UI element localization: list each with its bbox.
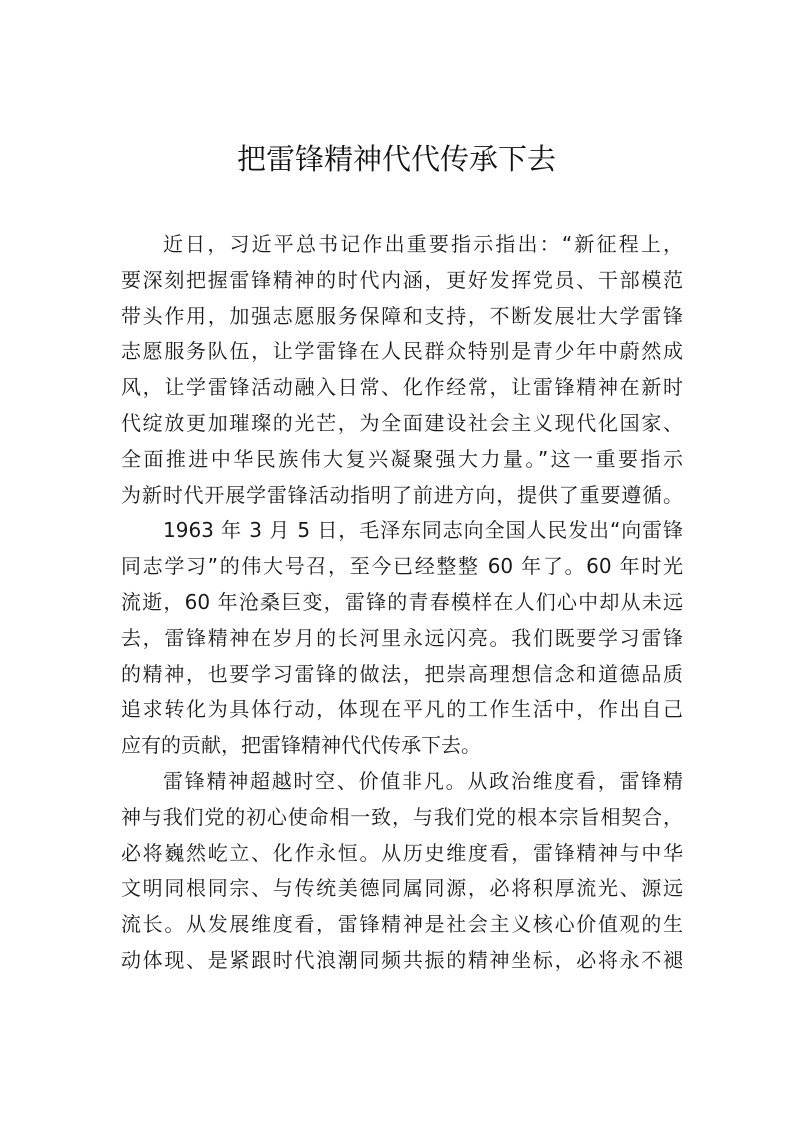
- paragraph-line: 1963 年 3 月 5 日，毛泽东同志向全国人民发出“向雷锋: [163, 518, 683, 543]
- paragraph-line: 为新时代开展学雷锋活动指明了前进方向，提供了重要遵循。: [121, 482, 683, 507]
- paragraph-line: 的精神，也要学习雷锋的做法，把崇高理想信念和道德品质: [121, 661, 683, 686]
- paragraph-line: 代绽放更加璀璨的光芒，为全面建设社会主义现代化国家、: [121, 410, 683, 435]
- paragraph-line: 带头作用，加强志愿服务保障和支持，不断发展壮大学雷锋: [121, 303, 683, 328]
- paragraph-line: 近日，习近平总书记作出重要指示指出：“新征程上，: [163, 232, 683, 256]
- paragraph-line: 追求转化为具体行动，体现在平凡的工作生活中，作出自己: [121, 697, 683, 722]
- paragraph-line: 必将巍然屹立、化作永恒。从历史维度看，雷锋精神与中华: [121, 840, 683, 865]
- paragraph-3: [121, 764, 683, 979]
- paragraph-line: 应有的贡献，把雷锋精神代代传承下去。: [121, 733, 481, 758]
- paragraph-line: 要深刻把握雷锋精神的时代内涵，更好发挥党员、干部模范: [121, 267, 683, 292]
- paragraph-line: 去，雷锋精神在岁月的长河里永远闪亮。我们既要学习雷锋: [121, 625, 683, 650]
- paragraph-line: 雷锋精神超越时空、价值非凡。从政治维度看，雷锋精: [163, 768, 683, 793]
- paragraph-2: [121, 513, 683, 764]
- document-body: [121, 227, 683, 979]
- paragraph-1: [121, 227, 683, 513]
- paragraph-line: 文明同根同宗、与传统美德同属同源，必将积厚流光、源远: [121, 876, 683, 901]
- paragraph-line: 同志学习”的伟大号召，至今已经整整 60 年了。60 年时光: [121, 554, 683, 579]
- paragraph-line: 神与我们党的初心使命相一致，与我们党的根本宗旨相契合，: [121, 804, 683, 829]
- paragraph-line: 流长。从发展维度看，雷锋精神是社会主义核心价值观的生: [121, 912, 683, 937]
- document-title: 把雷锋精神代代传承下去: [236, 142, 556, 176]
- paragraph-line: 流逝，60 年沧桑巨变，雷锋的青春模样在人们心中却从未远: [121, 589, 683, 614]
- paragraph-line: 风，让学雷锋活动融入日常、化作经常，让雷锋精神在新时: [121, 375, 683, 400]
- paragraph-line: 全面推进中华民族伟大复兴凝聚强大力量。”这一重要指示: [121, 446, 683, 471]
- paragraph-line: 志愿服务队伍，让学雷锋在人民群众特别是青少年中蔚然成: [121, 339, 683, 364]
- paragraph-line: 动体现、是紧跟时代浪潮同频共振的精神坐标，必将永不褪: [121, 947, 683, 972]
